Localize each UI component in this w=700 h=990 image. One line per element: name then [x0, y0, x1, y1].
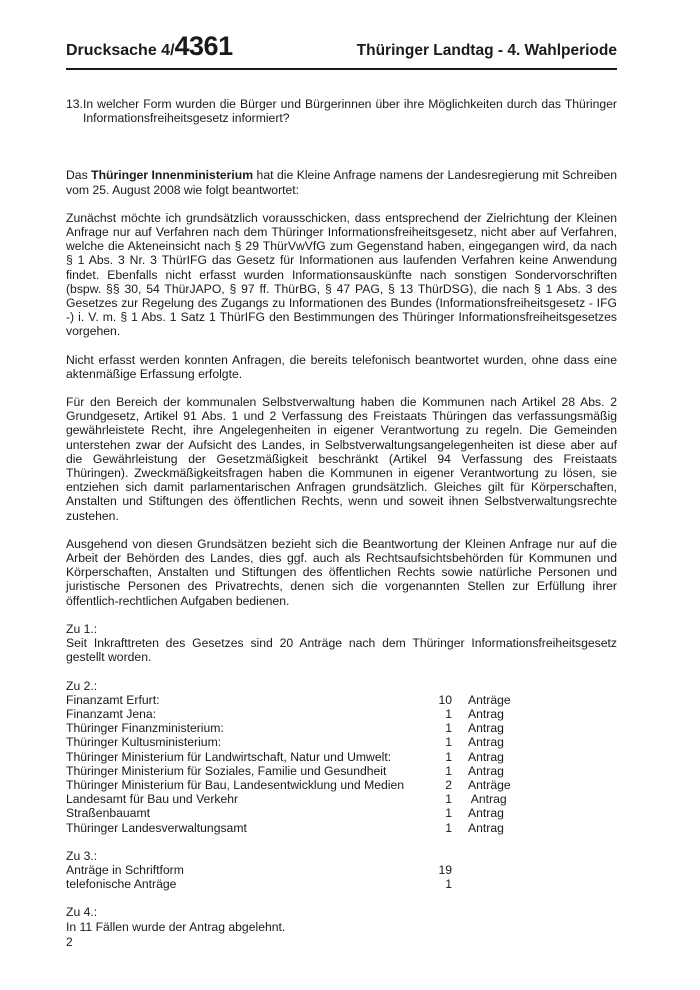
request-count: 1 — [445, 706, 452, 721]
paragraph: Zunächst möchte ich grundsätzlich vorausschicken, dass entsprechend der Zielrichtung der Kleinen Anfrage nur auf Verfahren nach dem Thüringer Informationsfreiheitsgesetz, nicht aber auf Verfahren, welche die Akteneinsicht nach § 29 ThürVwVfG zum Gegenstand haben, eingegangen wird, da nach § 1 Abs. 3 Nr. 3 ThürIFG das Gesetz für Informationen aus laufenden Verfahren keine Anwendung findet. Ebenfalls nicht erfasst wurden Informationsauskünfte nach sonstigen Sondervorschriften (bspw. §§ 30, 54 ThürJAPO, § 97 ff. ThürBG, § 47 PAG, § 13 ThürDSG), die nach § 1 Abs. 3 des Gesetzes zur Regelung des Zugangs zu Informationen des Bundes (Informationsfreiheitsgesetz - IFG -) i. V. m. § 1 Abs. 1 Satz 1 ThürIFG den Bestimmungen des Thüringer Informationsfreiheitsgesetzes vorgehen. — [66, 210, 617, 339]
authority-label: Thüringer Landesverwaltungsamt — [66, 820, 247, 835]
list-item — [66, 863, 617, 877]
zu3-heading: Zu 3.: — [66, 848, 98, 863]
request-count: 1 — [445, 806, 452, 821]
list-item — [66, 806, 617, 820]
request-count: 1 — [445, 792, 452, 807]
authority-label: Thüringer Ministerium für Soziales, Familie und Gesundheit — [66, 763, 387, 778]
paragraph: Für den Bereich der kommunalen Selbstverwaltung haben die Kommunen nach Artikel 28 Abs. 2 Grundgesetz, Artikel 91 Abs. 1 und 2 Verfassung des Freistaats Thüringen das verfassungsmäßig gewährleistete Recht, ihre Angelegenheiten in eigener Verantwortung zu regeln. Die Gemeinden unterstehen zwar der Aufsicht des Landes, in Selbstverwaltungsangelegenheiten ist diese aber auf die Gewährleistung der Gesetzmäßigkeit beschränkt (Artikel 94 Verfassung des Freistaats Thüringen). Zweckmäßigkeitsfragen haben die Kommunen in eigener Verantwortung zu lösen, sie entziehen sich damit parlamentarischen Anfragen grundsätzlich. Gleiches gilt für Körperschaften, Anstalten und Stiftungen des öffentlichen Rechts, wenn und soweit ihnen Selbstverwaltungsrechte zustehen. — [66, 395, 617, 523]
request-count: 1 — [445, 749, 452, 764]
list-item — [66, 735, 617, 749]
authority-label: Thüringer Ministerium für Bau, Landesentwicklung und Medien — [66, 777, 405, 792]
parliament-title: Thüringer Landtag - 4. Wahlperiode — [356, 42, 617, 59]
request-unit: Antrag — [468, 706, 504, 721]
zu1-heading: Zu 1.: — [66, 621, 98, 636]
request-unit: Anträge — [468, 777, 511, 792]
request-unit: Antrag — [468, 749, 504, 764]
authority-label: Finanzamt Jena: — [66, 706, 157, 721]
paragraph: Nicht erfasst werden konnten Anfragen, die bereits telefonisch beantwortet wurden, ohne dass eine aktenmäßige Erfassung erfolgte. — [66, 352, 617, 381]
request-count: 1 — [445, 820, 452, 835]
list-item — [66, 792, 617, 806]
request-count: 2 — [445, 777, 452, 792]
question-text: In welcher Form wurden die Bürger und Bürgerinnen über ihre Möglichkeiten durch das Thüringer Informationsfreiheitsgesetz informiert? — [82, 97, 617, 126]
zu1-text: Seit Inkrafttreten des Gesetzes sind 20 Anträge nach dem Thüringer Informationsfreiheitsgesetz gestellt worden. — [66, 636, 617, 665]
request-unit: Antrag — [468, 763, 504, 778]
request-unit: Anträge — [468, 692, 511, 707]
list-item — [66, 877, 617, 891]
request-count: 1 — [445, 763, 452, 778]
request-count: 19 — [438, 862, 452, 877]
zu4-text: In 11 Fällen wurde der Antrag abgelehnt. — [66, 919, 286, 934]
list-item — [66, 707, 617, 721]
zu4-heading: Zu 4.: — [66, 905, 98, 920]
authority-label: Landesamt für Bau und Verkehr — [66, 792, 239, 807]
list-item — [66, 721, 617, 735]
list-item — [66, 764, 617, 778]
request-count: 1 — [445, 721, 452, 736]
request-count: 1 — [445, 877, 452, 892]
doc-number: 4361 — [174, 31, 233, 61]
authority-label: Finanzamt Erfurt: — [66, 692, 160, 707]
list-item — [66, 778, 617, 792]
request-unit: Antrag — [468, 806, 504, 821]
list-item — [66, 821, 617, 835]
page-number: 2 — [66, 935, 73, 949]
authority-label: Thüringer Finanzministerium: — [66, 721, 224, 736]
authority-label: Thüringer Ministerium für Landwirtschaft, Natur und Umwelt: — [66, 749, 392, 764]
zu2-list — [66, 693, 617, 835]
doc-prefix: Drucksache 4/ — [66, 42, 175, 59]
request-count: 10 — [438, 692, 452, 707]
authority-label: Straßenbauamt — [66, 806, 151, 821]
header-divider — [66, 68, 617, 70]
zu3-list — [66, 863, 617, 891]
request-unit: Antrag — [468, 792, 507, 807]
request-type-label: telefonische Anträge — [66, 877, 177, 892]
question-13 — [66, 97, 617, 125]
ministry-name: Thüringer Innenministerium — [91, 168, 254, 183]
request-unit: Antrag — [468, 820, 504, 835]
paragraph: Ausgehend von diesen Grundsätzen bezieht sich die Beantwortung der Kleinen Anfrage nur auf die Arbeit der Behörden des Landes, dies ggf. auch als Rechtsaufsichtsbehörden für Kommunen und Körperschaften, Anstalten und Stiftungen des öffentlichen Rechts sowie natürliche Personen und juristische Personen des Privatrechts, denen sich die vorgenannten Stellen zur Erfüllung ihrer öffentlich-rechtlichen Aufgaben bedienen. — [66, 536, 617, 608]
request-unit: Antrag — [468, 721, 504, 736]
request-count: 1 — [445, 735, 452, 750]
document-body — [66, 97, 617, 934]
answer-intro: Das Thüringer Innenministerium hat die Kleine Anfrage namens der Landesregierung mit Schreiben vom 25. August 2008 wie folgt beantwortet: — [66, 168, 617, 197]
question-number: 13. — [66, 97, 83, 111]
document-number — [66, 31, 233, 62]
request-type-label: Anträge in Schriftform — [66, 862, 184, 877]
list-item — [66, 750, 617, 764]
page-header — [66, 31, 617, 64]
authority-label: Thüringer Kultusministerium: — [66, 735, 222, 750]
list-item — [66, 693, 617, 707]
request-unit: Antrag — [468, 735, 504, 750]
zu2-heading: Zu 2.: — [66, 678, 98, 693]
